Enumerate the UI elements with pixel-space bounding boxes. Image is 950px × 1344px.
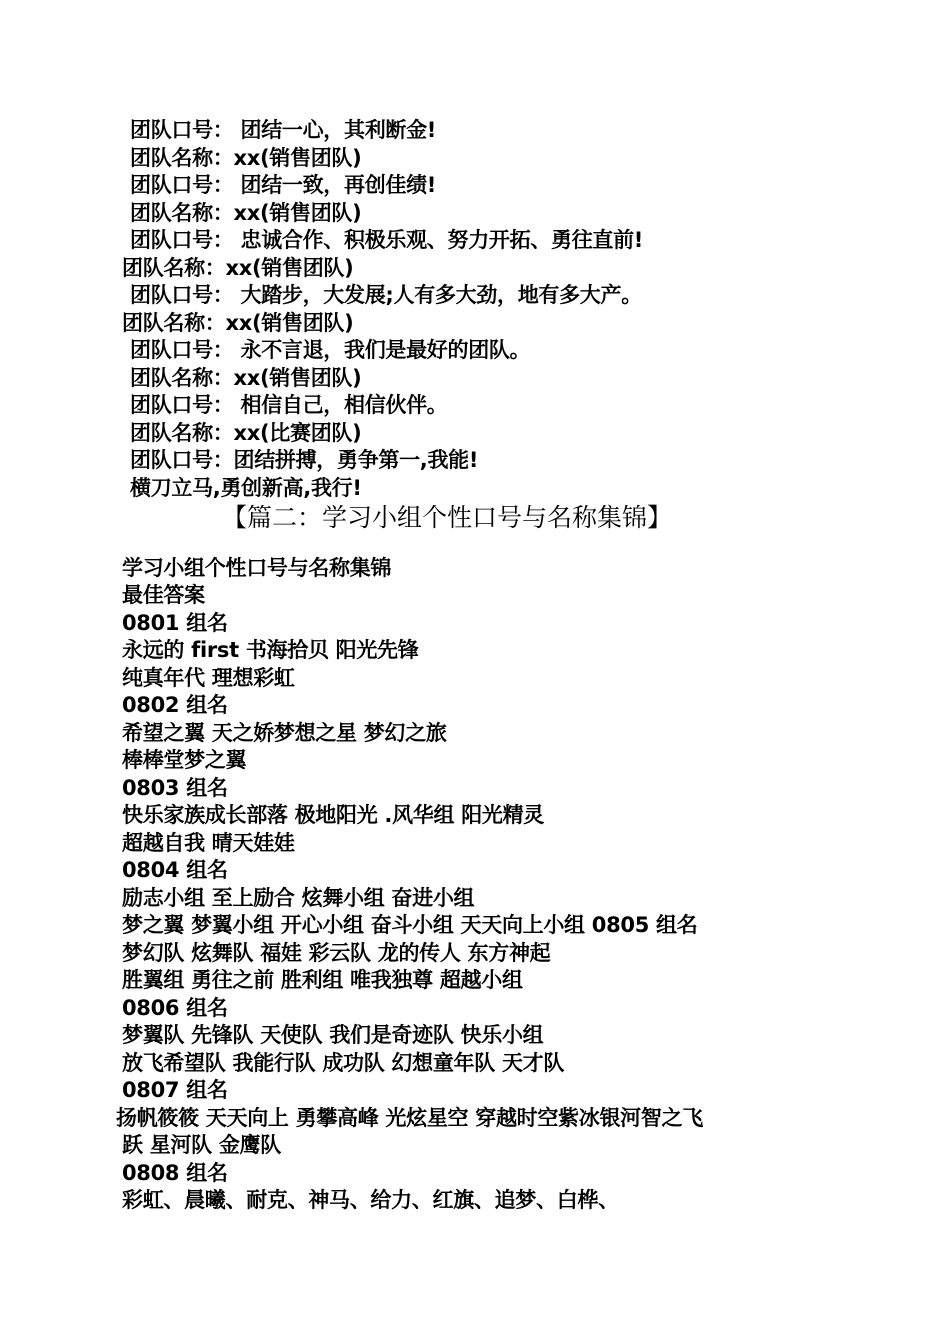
group-header-0808: 0808 组名 [122, 1161, 228, 1185]
group-header-0807: 0807 组名 [122, 1078, 228, 1102]
section2-line-5: 纯真年代 理想彩虹 [122, 666, 295, 690]
section2-line-15: 梦幻队 炫舞队 福娃 彩云队 龙的传人 东方神起 [122, 941, 551, 965]
team-name-line-5: 团队名称：xx(销售团队) [130, 366, 362, 390]
team-name-line-2: 团队名称：xx(销售团队) [130, 201, 362, 225]
slogan-line-8: 横刀立马,勇创新高,我行! [130, 476, 362, 500]
section2-line-2: 最佳答案 [122, 583, 205, 607]
team-name-line-4: 团队名称：xx(销售团队) [122, 311, 354, 335]
section2-line-16: 胜翼组 勇往之前 胜利组 唯我独尊 超越小组 [122, 968, 523, 992]
slogan-line-3: 团队口号： 忠诚合作、积极乐观、努力开拓、勇往直前! [130, 228, 644, 252]
section2-line-18: 梦翼队 先锋队 天使队 我们是奇迹队 快乐小组 [122, 1023, 544, 1047]
team-name-line-3: 团队名称：xx(销售团队) [122, 256, 354, 280]
section2-line-19: 放飞希望队 我能行队 成功队 幻想童年队 天才队 [122, 1051, 565, 1075]
section2-line-4: 永远的 first 书海拾贝 阳光先锋 [122, 638, 419, 662]
team-name-line-6: 团队名称：xx(比赛团队) [130, 421, 362, 445]
section2-line-24: 彩虹、晨曦、耐克、神马、给力、红旗、追梦、白桦、 [122, 1188, 619, 1212]
section2-line-10: 快乐家族成长部落 极地阳光 .风华组 阳光精灵 [122, 803, 545, 827]
section2-line-13: 励志小组 至上励合 炫舞小组 奋进小组 [122, 886, 475, 910]
slogan-line-1: 团队口号： 团结一心，其利断金! [130, 118, 437, 142]
group-header-0806: 0806 组名 [122, 996, 228, 1020]
team-name-line-1: 团队名称：xx(销售团队) [130, 146, 362, 170]
group-header-0801: 0801 组名 [122, 611, 228, 635]
section-heading: 【篇二：学习小组个性口号与名称集锦】 [222, 503, 673, 532]
slogan-line-7: 团队口号：团结拼搏，勇争第一,我能! [130, 448, 479, 472]
slogan-line-5: 团队口号： 永不言退，我们是最好的团队。 [130, 338, 531, 362]
slogan-line-4: 团队口号： 大踏步，大发展;人有多大劲，地有多大产。 [130, 283, 642, 307]
section2-line-21: 扬帆筱筱 天天向上 勇攀高峰 光炫星空 穿越时空紫冰银河智之飞 [116, 1106, 703, 1130]
section2-line-14: 梦之翼 梦翼小组 开心小组 奋斗小组 天天向上小组 0805 组名 [122, 913, 698, 937]
group-header-0803: 0803 组名 [122, 776, 228, 800]
section2-line-7: 希望之翼 天之娇梦想之星 梦幻之旅 [122, 721, 447, 745]
section2-line-8: 棒棒堂梦之翼 [122, 748, 247, 772]
slogan-line-6: 团队口号： 相信自己，相信伙伴。 [130, 393, 448, 417]
slogan-line-2: 团队口号： 团结一致，再创佳绩! [130, 173, 437, 197]
group-header-0804: 0804 组名 [122, 858, 228, 882]
section2-line-22: 跃 星河队 金鹰队 [122, 1133, 281, 1157]
section2-line-11: 超越自我 晴天娃娃 [122, 831, 295, 855]
group-header-0802: 0802 组名 [122, 693, 228, 717]
section2-line-1: 学习小组个性口号与名称集锦 [122, 556, 392, 580]
